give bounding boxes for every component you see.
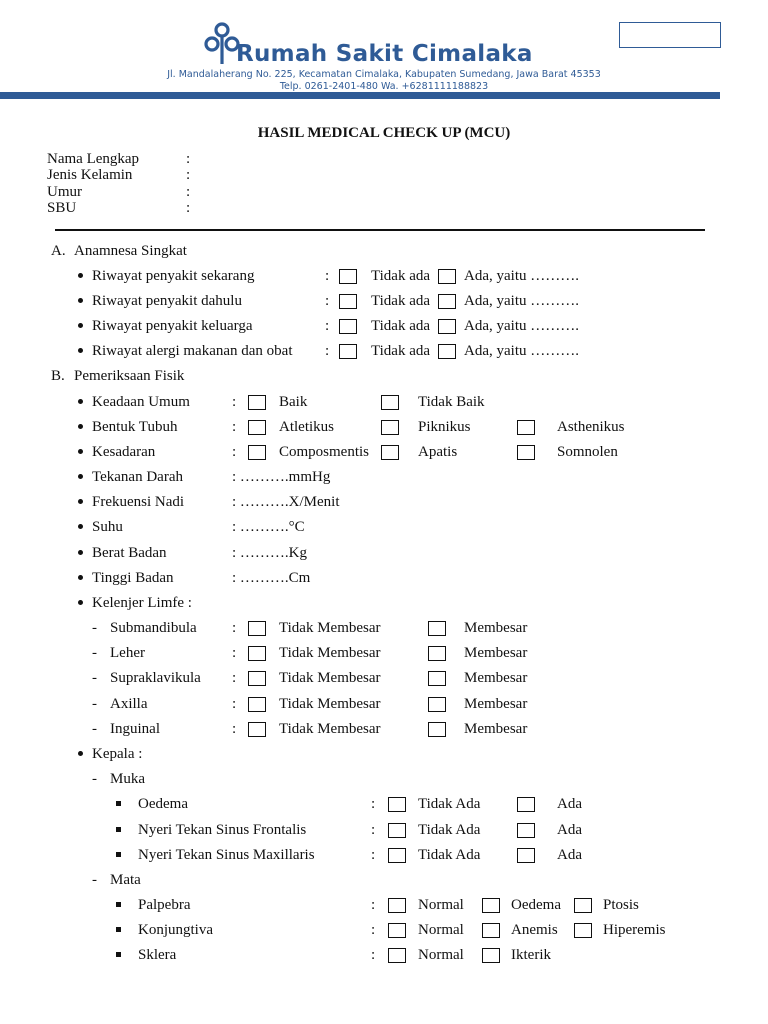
option-label: Ada, yaitu ……….: [464, 268, 579, 284]
vital-value: : ……….X/Menit: [232, 494, 340, 510]
option-label: Somnolen: [557, 444, 618, 460]
option-label: Ikterik: [511, 947, 551, 963]
vital-label: Suhu: [92, 519, 123, 535]
row-colon: :: [325, 293, 330, 309]
checkbox[interactable]: [438, 269, 456, 284]
row-colon: :: [371, 796, 376, 812]
bullet-dot: [78, 499, 83, 504]
option-label: Tidak Baik: [418, 394, 485, 410]
row-colon: :: [325, 343, 330, 359]
bullet-dot: [78, 751, 83, 756]
checkbox[interactable]: [517, 420, 535, 435]
row-label: Nyeri Tekan Sinus Maxillaris: [138, 847, 315, 863]
row-label: Riwayat penyakit sekarang: [92, 268, 255, 284]
row-colon: :: [232, 670, 237, 686]
bullet-dot: [78, 298, 83, 303]
option-label: Piknikus: [418, 419, 471, 435]
option-label: Ada, yaitu ……….: [464, 318, 579, 334]
row-label: Kesadaran: [92, 444, 156, 460]
checkbox[interactable]: [574, 923, 592, 938]
checkbox[interactable]: [388, 948, 406, 963]
vital-label: Tinggi Badan: [92, 570, 174, 586]
row-colon: :: [325, 318, 330, 334]
row-colon: :: [371, 822, 376, 838]
option-label: Membesar: [464, 645, 528, 661]
identity-label: Nama Lengkap: [47, 151, 140, 167]
checkbox[interactable]: [482, 948, 500, 963]
checkbox[interactable]: [381, 420, 399, 435]
bullet-dot: [78, 348, 83, 353]
row-colon: :: [371, 847, 376, 863]
row-label: Palpebra: [138, 897, 191, 913]
id-box: [619, 22, 721, 48]
checkbox[interactable]: [339, 319, 357, 334]
option-label: Tidak Membesar: [279, 620, 381, 636]
row-label: Oedema: [138, 796, 188, 812]
row-label: Keadaan Umum: [92, 394, 190, 410]
row-label: Axilla: [110, 696, 148, 712]
bullet-square: [116, 927, 121, 932]
option-label: Ada, yaitu ……….: [464, 293, 579, 309]
bullet-dot: [78, 449, 83, 454]
checkbox[interactable]: [248, 722, 266, 737]
option-label: Composmentis: [279, 444, 370, 460]
row-label: Riwayat alergi makanan dan obat: [92, 343, 293, 359]
vital-label: Tekanan Darah: [92, 469, 183, 485]
option-label: Tidak Ada: [418, 796, 481, 812]
row-colon: :: [371, 897, 376, 913]
option-label: Baik: [279, 394, 308, 410]
identity-label: SBU: [47, 200, 77, 216]
checkbox[interactable]: [388, 923, 406, 938]
option-label: Tidak Membesar: [279, 696, 381, 712]
option-label: Tidak ada: [371, 343, 431, 359]
limfe-title: Kelenjer Limfe :: [92, 595, 192, 611]
checkbox[interactable]: [381, 445, 399, 460]
bullet-dot: [78, 323, 83, 328]
option-label: Tidak Ada: [418, 822, 481, 838]
option-label: Tidak Membesar: [279, 645, 381, 661]
option-label: Normal: [418, 897, 464, 913]
checkbox[interactable]: [438, 294, 456, 309]
option-label: Tidak Membesar: [279, 670, 381, 686]
identity-label: Jenis Kelamin: [47, 167, 133, 183]
bullet-dot: [78, 524, 83, 529]
row-colon: :: [232, 721, 237, 737]
section-b-title: Pemeriksaan Fisik: [74, 368, 185, 384]
row-label: Bentuk Tubuh: [92, 419, 178, 435]
dash: -: [92, 771, 97, 787]
option-label: Hiperemis: [603, 922, 666, 938]
option-label: Membesar: [464, 721, 528, 737]
checkbox[interactable]: [438, 319, 456, 334]
vital-label: Frekuensi Nadi: [92, 494, 185, 510]
checkbox[interactable]: [248, 420, 266, 435]
bullet-square: [116, 952, 121, 957]
identity-label: Umur: [47, 184, 82, 200]
checkbox[interactable]: [339, 294, 357, 309]
bullet-dot: [78, 273, 83, 278]
option-label: Tidak ada: [371, 293, 431, 309]
row-label: Riwayat penyakit dahulu: [92, 293, 242, 309]
hospital-address: Jl. Mandalaherang No. 225, Kecamatan Cimalaka, Kabupaten Sumedang, Jawa Barat 45353: [167, 69, 601, 80]
row-colon: :: [371, 947, 376, 963]
checkbox[interactable]: [339, 344, 357, 359]
row-colon: :: [232, 394, 237, 410]
checkbox[interactable]: [388, 848, 406, 863]
option-label: Membesar: [464, 620, 528, 636]
checkbox[interactable]: [482, 923, 500, 938]
row-label: Riwayat penyakit keluarga: [92, 318, 253, 334]
checkbox[interactable]: [248, 697, 266, 712]
row-label: Inguinal: [110, 721, 160, 737]
checkbox[interactable]: [428, 621, 446, 636]
document-title: HASIL MEDICAL CHECK UP (MCU): [257, 125, 511, 141]
mata-title: Mata: [110, 872, 141, 888]
vital-value: : ……….Cm: [232, 570, 311, 586]
checkbox[interactable]: [248, 671, 266, 686]
checkbox[interactable]: [388, 823, 406, 838]
checkbox[interactable]: [388, 898, 406, 913]
option-label: Tidak Ada: [418, 847, 481, 863]
row-label: Konjungtiva: [138, 922, 213, 938]
row-colon: :: [232, 696, 237, 712]
row-colon: :: [325, 268, 330, 284]
option-label: Ada: [557, 822, 582, 838]
option-label: Oedema: [511, 897, 561, 913]
checkbox[interactable]: [574, 898, 592, 913]
row-label: Submandibula: [110, 620, 197, 636]
row-colon: :: [232, 620, 237, 636]
bullet-dot: [78, 600, 83, 605]
checkbox[interactable]: [428, 697, 446, 712]
checkbox[interactable]: [248, 445, 266, 460]
dash: -: [92, 696, 97, 712]
checkbox[interactable]: [482, 898, 500, 913]
row-colon: :: [232, 444, 237, 460]
checkbox[interactable]: [248, 646, 266, 661]
dash: -: [92, 872, 97, 888]
muka-title: Muka: [110, 771, 145, 787]
checkbox[interactable]: [517, 797, 535, 812]
row-label: Supraklavikula: [110, 670, 201, 686]
option-label: Ada: [557, 847, 582, 863]
vital-label: Berat Badan: [92, 545, 167, 561]
option-label: Apatis: [418, 444, 458, 460]
dash: -: [92, 645, 97, 661]
bullet-square: [116, 852, 121, 857]
bullet-square: [116, 827, 121, 832]
checkbox[interactable]: [428, 722, 446, 737]
option-label: Normal: [418, 947, 464, 963]
kepala-title: Kepala :: [92, 746, 143, 762]
option-label: Tidak Membesar: [279, 721, 381, 737]
row-colon: :: [232, 419, 237, 435]
dash: -: [92, 670, 97, 686]
checkbox[interactable]: [339, 269, 357, 284]
checkbox[interactable]: [517, 445, 535, 460]
option-label: Ptosis: [603, 897, 639, 913]
row-label: Nyeri Tekan Sinus Frontalis: [138, 822, 307, 838]
option-label: Ada, yaitu ……….: [464, 343, 579, 359]
row-label: Leher: [110, 645, 145, 661]
checkbox[interactable]: [428, 671, 446, 686]
identity-colon: :: [186, 151, 191, 167]
option-label: Atletikus: [279, 419, 334, 435]
divider-line: [55, 229, 705, 231]
bullet-square: [116, 902, 121, 907]
hospital-name: Rumah Sakit Cimalaka: [236, 41, 533, 67]
row-colon: :: [371, 922, 376, 938]
checkbox[interactable]: [517, 848, 535, 863]
section-a-title: Anamnesa Singkat: [74, 243, 187, 259]
identity-colon: :: [186, 167, 191, 183]
option-label: Anemis: [511, 922, 558, 938]
vital-value: : ……….Kg: [232, 545, 307, 561]
row-colon: :: [232, 645, 237, 661]
bullet-square: [116, 801, 121, 806]
checkbox[interactable]: [381, 395, 399, 410]
dash: -: [92, 721, 97, 737]
row-label: Sklera: [138, 947, 177, 963]
checkbox[interactable]: [388, 797, 406, 812]
bullet-dot: [78, 399, 83, 404]
vital-value: : ……….mmHg: [232, 469, 331, 485]
checkbox[interactable]: [248, 395, 266, 410]
section-b-letter: B.: [51, 368, 65, 384]
bullet-dot: [78, 474, 83, 479]
vital-value: : ……….°C: [232, 519, 305, 535]
option-label: Tidak ada: [371, 268, 431, 284]
checkbox[interactable]: [517, 823, 535, 838]
checkbox[interactable]: [438, 344, 456, 359]
header-bar: [0, 92, 720, 99]
identity-colon: :: [186, 200, 191, 216]
option-label: Asthenikus: [557, 419, 625, 435]
bullet-dot: [78, 575, 83, 580]
dash: -: [92, 620, 97, 636]
option-label: Membesar: [464, 670, 528, 686]
bullet-dot: [78, 550, 83, 555]
hospital-phone: Telp. 0261-2401-480 Wa. +6281111188823: [279, 81, 489, 92]
option-label: Ada: [557, 796, 582, 812]
option-label: Membesar: [464, 696, 528, 712]
checkbox[interactable]: [428, 646, 446, 661]
option-label: Normal: [418, 922, 464, 938]
identity-colon: :: [186, 184, 191, 200]
section-a-letter: A.: [51, 243, 66, 259]
checkbox[interactable]: [248, 621, 266, 636]
option-label: Tidak ada: [371, 318, 431, 334]
bullet-dot: [78, 424, 83, 429]
